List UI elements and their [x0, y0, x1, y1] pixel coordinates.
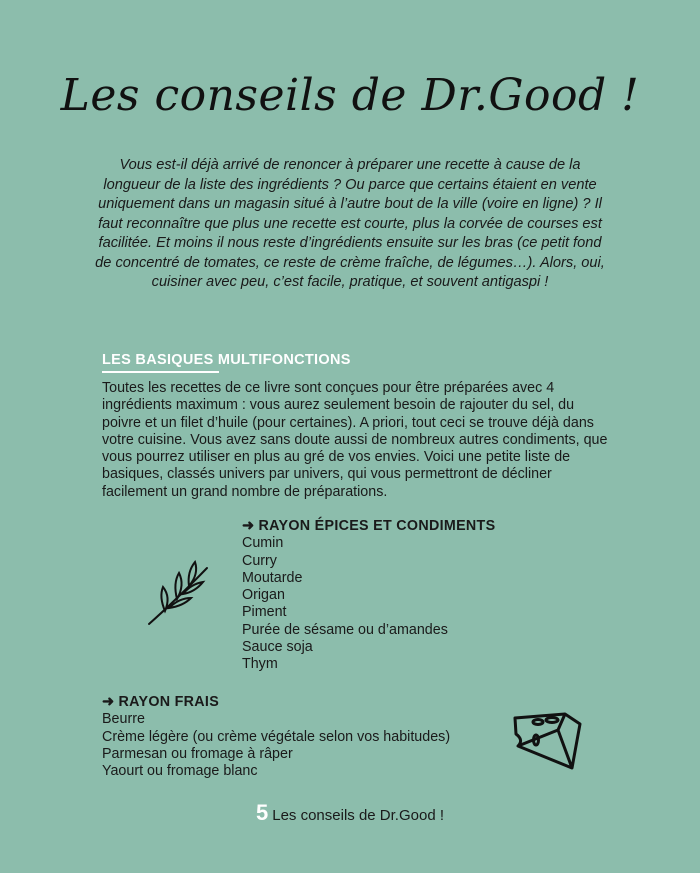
footer-label: Les conseils de Dr.Good !: [272, 807, 444, 824]
section-heading: LES BASIQUES MULTIFONCTIONS: [102, 352, 351, 368]
cheese-icon: [510, 710, 585, 772]
epices-heading: ➜ RAYON ÉPICES ET CONDIMENTS: [242, 518, 496, 534]
list-item: Crème légère (ou crème végétale selon vos habitudes): [102, 728, 451, 745]
intro-paragraph: Vous est-il déjà arrivé de renoncer à préparer une recette à cause de la longueur de la liste des ingrédients ? Ou parce que certains étaient en vente uniquement dans un magasin situé à l’autre bout de la ville (voire en ligne) ? Il faut reconnaître que plus une recette est courte, plus la corvée de courses est facilitée. Et moins il nous reste d’ingrédients ensuite sur les bras (ce petit fond de concentré de tomates, ce reste de crème fraîche, de légumes…). Alors, oui, cuisiner avec peu, c’est facile, pratique, et souvent antigaspi !: [95, 157, 605, 290]
list-item: Curry: [242, 552, 277, 569]
list-item: Parmesan ou fromage à râper: [102, 745, 293, 762]
list-item: Purée de sésame ou d’amandes: [242, 621, 448, 638]
page-number: 5: [255, 800, 269, 825]
list-item: Piment: [242, 604, 287, 621]
frais-heading: ➜ RAYON FRAIS: [102, 694, 220, 710]
list-item: Moutarde: [242, 569, 303, 586]
epices-list: [242, 518, 495, 674]
list-item: Origan: [242, 587, 285, 604]
herb-sprig-icon: [145, 556, 215, 628]
heading-underline: [102, 371, 219, 373]
list-item: Sauce soja: [242, 639, 313, 656]
list-item: Thym: [242, 656, 278, 673]
page-footer: [0, 800, 700, 826]
list-item: Yaourt ou fromage blanc: [102, 763, 258, 780]
frais-list: [102, 694, 450, 780]
list-item: Beurre: [102, 711, 145, 728]
page-title: Les conseils de Dr.Good !: [60, 70, 640, 121]
section-body: Toutes les recettes de ce livre sont conçues pour être préparées avec 4 ingrédients maximum : vous aurez seulement besoin de rajouter du sel, du poivre et un filet d’huile (pour certaines). A priori, tout ceci se trouve déjà dans votre cuisine. Vous avez sans doute aussi de nombreux autres condiments, que vous pourrez utiliser en plus au gré de vos envies. Voici une petite liste de basiques, classés univers par univers, qui vous permettront de décliner facilement un grand nombre de préparations.: [102, 380, 608, 500]
list-item: Cumin: [242, 535, 284, 552]
